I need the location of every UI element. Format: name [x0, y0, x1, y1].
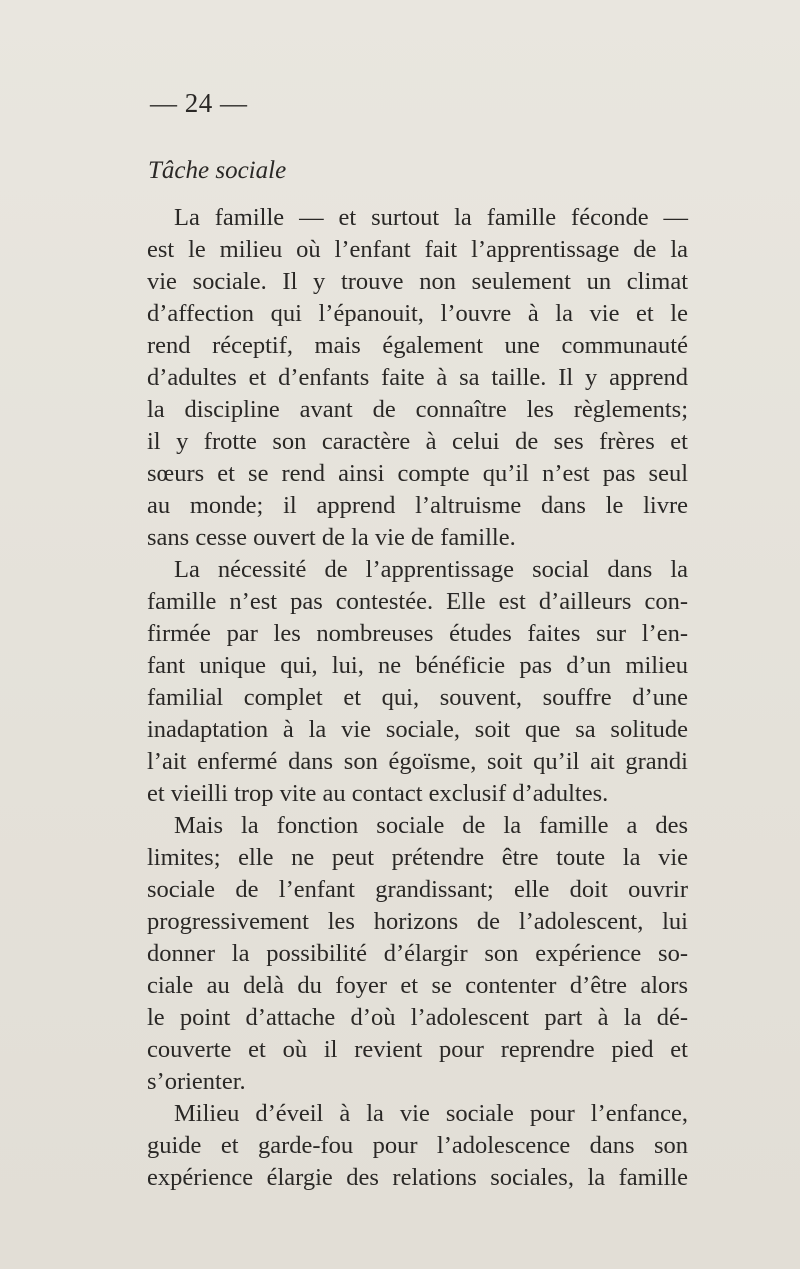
page-number: — 24 —	[150, 88, 248, 118]
text-line: La nécessité de l’apprentissage social dans la	[174, 556, 688, 583]
text-line: firmée par les nombreuses études faites sur l’en-	[147, 620, 688, 647]
text-line: fant unique qui, lui, ne bénéficie pas d’un milieu	[147, 652, 688, 679]
text-line: La famille — et surtout la famille féconde —	[174, 204, 688, 231]
text-line: ciale au delà du foyer et se contenter d’être alors	[147, 972, 688, 999]
text-line: couverte et où il revient pour reprendre pied et	[147, 1036, 688, 1063]
text-line: sans cesse ouvert de la vie de famille.	[147, 524, 516, 551]
text-line: progressivement les horizons de l’adolescent, lui	[147, 908, 688, 935]
text-line: il y frotte son caractère à celui de ses frères et	[147, 428, 688, 455]
text-line: d’affection qui l’épanouit, l’ouvre à la vie et le	[147, 300, 688, 327]
text-line: inadaptation à la vie sociale, soit que sa solitude	[147, 716, 688, 743]
paragraph	[147, 810, 688, 1098]
text-line: rend réceptif, mais également une communauté	[147, 332, 688, 359]
text-line: d’adultes et d’enfants faite à sa taille. Il y apprend	[147, 364, 688, 391]
text-line: limites; elle ne peut prétendre être toute la vie	[147, 844, 688, 871]
section-title: Tâche sociale	[148, 157, 287, 184]
text-line: sœurs et se rend ainsi compte qu’il n’est pas seul	[147, 460, 688, 487]
text-line: guide et garde-fou pour l’adolescence dans son	[147, 1132, 688, 1159]
text-line: l’ait enfermé dans son égoïsme, soit qu’il ait grandi	[147, 748, 688, 775]
text-line: famille n’est pas contestée. Elle est d’ailleurs con-	[147, 588, 688, 615]
text-line: s’orienter.	[147, 1068, 246, 1095]
text-line: expérience élargie des relations sociales, la famille	[147, 1164, 688, 1191]
text-line: le point d’attache d’où l’adolescent part à la dé-	[147, 1004, 688, 1031]
text-line: Mais la fonction sociale de la famille a des	[174, 812, 688, 839]
paragraph	[147, 554, 688, 810]
text-line: est le milieu où l’enfant fait l’apprentissage de la	[147, 236, 688, 263]
text-line: sociale de l’enfant grandissant; elle doit ouvrir	[147, 876, 688, 903]
body-text	[147, 202, 688, 1194]
text-line: au monde; il apprend l’altruisme dans le livre	[147, 492, 688, 519]
paragraph	[147, 202, 688, 554]
text-line: familial complet et qui, souvent, souffre d’une	[147, 684, 688, 711]
paragraph	[147, 1098, 688, 1194]
text-line: donner la possibilité d’élargir son expérience so-	[147, 940, 688, 967]
text-line: et vieilli trop vite au contact exclusif d’adultes.	[147, 780, 609, 807]
text-line: Milieu d’éveil à la vie sociale pour l’enfance,	[174, 1100, 688, 1127]
text-line: la discipline avant de connaître les règlements;	[147, 396, 688, 423]
text-line: vie sociale. Il y trouve non seulement un climat	[147, 268, 688, 295]
